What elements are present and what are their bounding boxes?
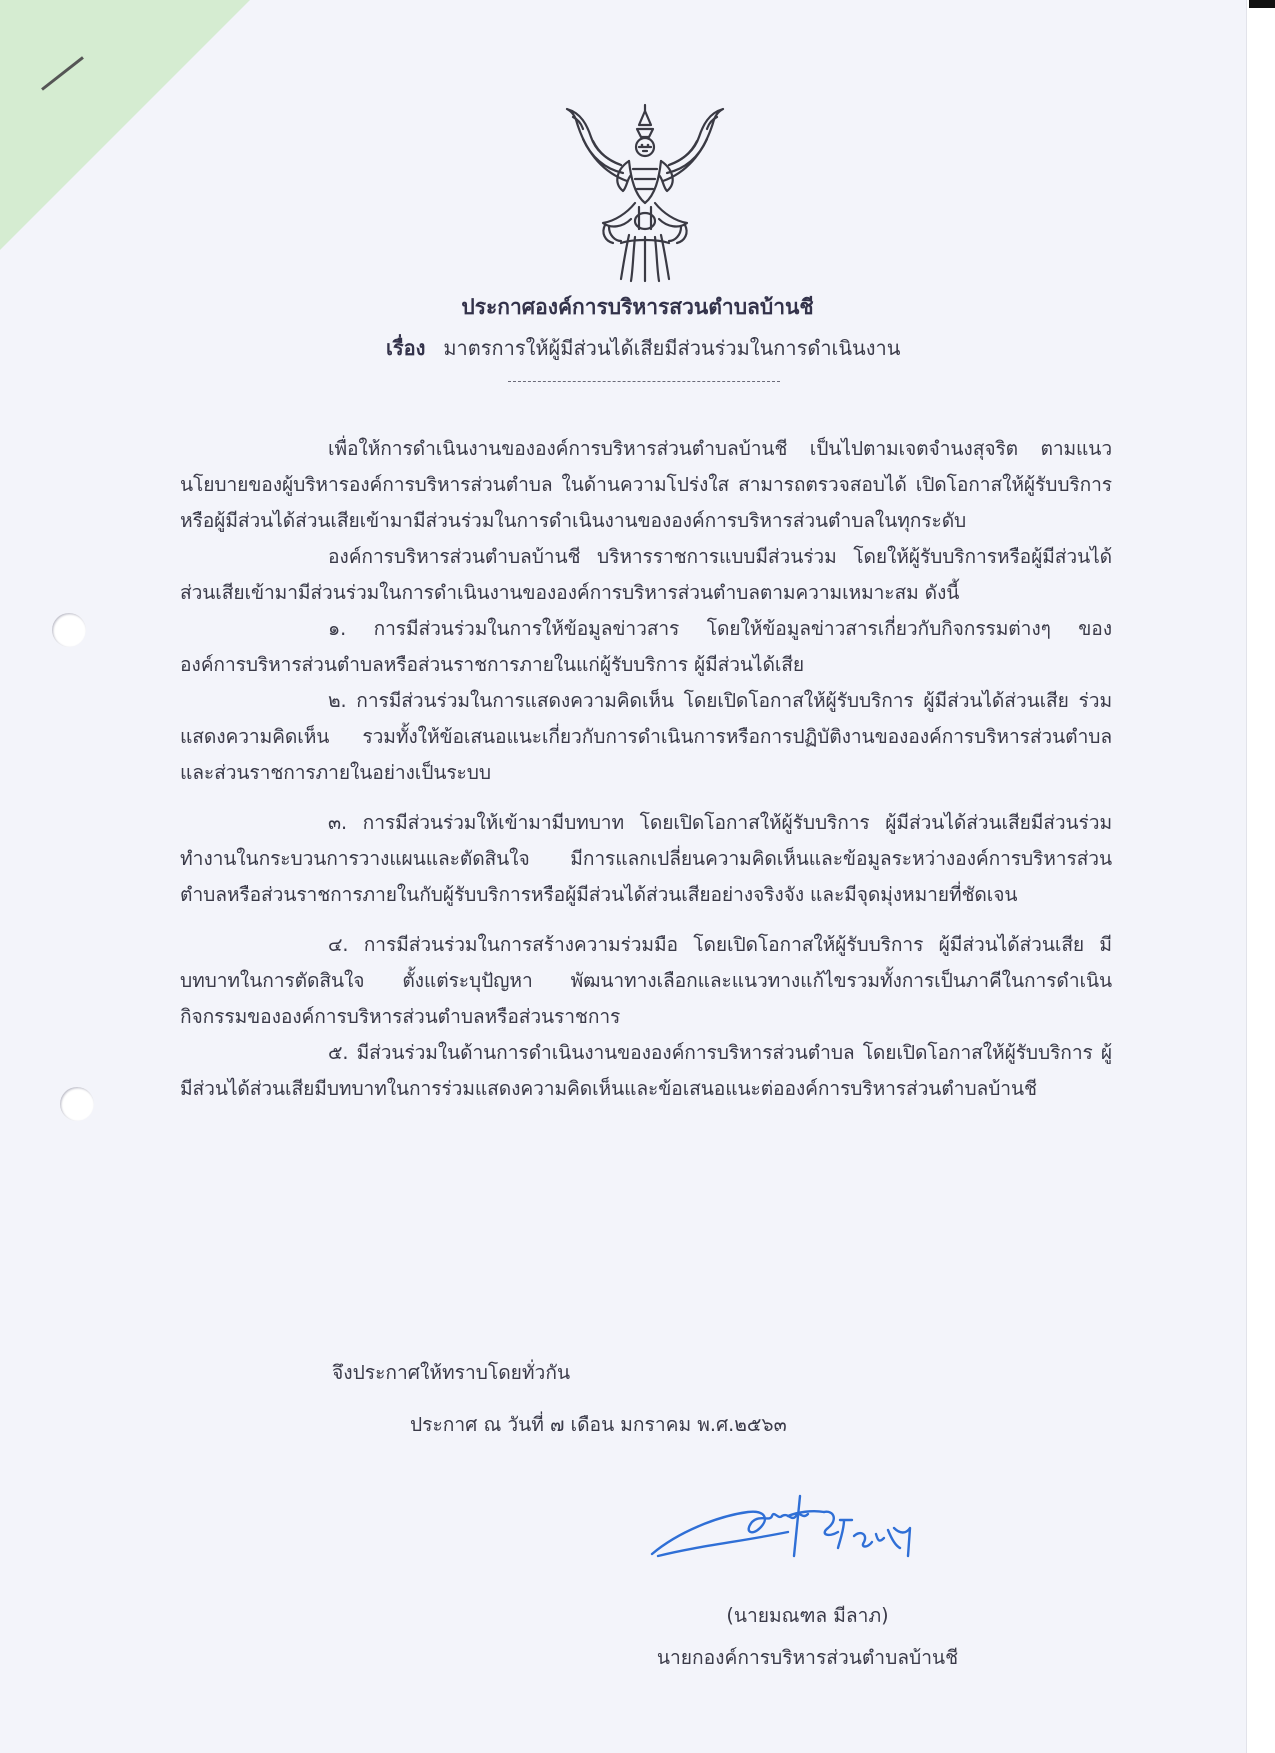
stapled-corner-paper [0,0,250,250]
subject-label: เรื่อง [386,336,426,360]
closing-statement: จึงประกาศให้ทราบโดยทั่วกัน [332,1361,571,1384]
announcement-title: ประกาศองค์การบริหารสวนตำบลบ้านชี [461,295,814,319]
measure-item-2: ๒. การมีส่วนร่วมในการแสดงความคิดเห็น โดยเปิดโอกาสให้ผู้รับบริการ ผู้มีส่วนได้ส่วนเสีย ร่วมแสดงความคิดเห็น รวมทั้งให้ข้อเสนอแนะเกี่ยวกับการดำเนินการหรือการปฏิบัติงานขององค์การบริหารส่วนตำบลและส่วนราชการภายในอย่างเป็นระบบ [180,689,1112,784]
paragraph-intro: เพื่อให้การดำเนินงานขององค์การบริหารส่วนตำบลบ้านชี เป็นไปตามเจตจำนงสุจริต ตามแนวนโยบายของผู้บริหารองค์การบริหารส่วนตำบล ในด้านความโปร่งใส สามารถตรวจสอบได้ เปิดโอกาสให้ผู้รับบริการ หรือผู้มีส่วนได้ส่วนเสียเข้ามามีส่วนร่วมในการดำเนินงานขององค์การบริหารส่วนตำบลในทุกระดับ [180,437,1112,532]
page-right-edge [1246,0,1275,1753]
announcement-subject [386,332,900,364]
signer-position: นายกองค์การบริหารส่วนตำบลบ้านชี [656,1646,959,1669]
signer-name: (นายมณฑล มีลาภ) [726,1604,889,1627]
punch-hole-top [52,613,86,647]
announcement-date: ประกาศ ณ วันที่ ๗ เดือน มกราคม พ.ศ.๒๕๖๓ [410,1413,787,1436]
announcement-body [180,431,1112,1107]
scan-edge-mark [1249,0,1275,8]
paragraph-participation: องค์การบริหารส่วนตำบลบ้านชี บริหารราชการแบบมีส่วนร่วม โดยให้ผู้รับบริการหรือผู้มีส่วนได้ส่วนเสียเข้ามามีส่วนร่วมในการดำเนินงานขององค์การบริหารส่วนตำบลตามความเหมาะสม ดังนี้ [180,545,1112,604]
handwritten-signature [648,1476,938,1572]
measure-item-5: ๕. มีส่วนร่วมในด้านการดำเนินงานขององค์การบริหารส่วนตำบล โดยเปิดโอกาสให้ผู้รับบริการ ผู้มีส่วนได้ส่วนเสียมีบทบาทในการร่วมแสดงความคิดเห็นและข้อเสนอแนะต่อองค์การบริหารส่วนตำบลบ้านชี [180,1041,1112,1100]
measure-item-4: ๔. การมีส่วนร่วมในการสร้างความร่วมมือ โดยเปิดโอกาสให้ผู้รับบริการ ผู้มีส่วนได้ส่วนเสีย มีบทบาทในการตัดสินใจ ตั้งแต่ระบุปัญหา พัฒนาทางเลือกและแนวทางแก้ไขรวมทั้งการเป็นภาคีในการดำเนินกิจกรรมขององค์การบริหารส่วนตำบลหรือส่วนราชการ [180,933,1112,1028]
measure-item-3: ๓. การมีส่วนร่วมให้เข้ามามีบทบาท โดยเปิดโอกาสให้ผู้รับบริการ ผู้มีส่วนได้ส่วนเสียมีส่วนร่วมทำงานในกระบวนการวางแผนและตัดสินใจ มีการแลกเปลี่ยนความคิดเห็นและข้อมูลระหว่างองค์การบริหารส่วนตำบลหรือส่วนราชการภายในกับผู้รับบริการหรือผู้มีส่วนได้ส่วนเสียอย่างจริงจัง และมีจุดมุ่งหมายที่ชัดเจน [180,811,1112,906]
subject-text: มาตรการให้ผู้มีส่วนได้เสียมีส่วนร่วมในการดำเนินงาน [443,336,901,360]
garuda-emblem-icon [565,103,725,283]
punch-hole-bottom [60,1087,94,1121]
measure-item-1: ๑. การมีส่วนร่วมในการให้ข้อมูลข่าวสาร โดยให้ข้อมูลข่าวสารเกี่ยวกับกิจกรรมต่างๆ ขององค์การบริหารส่วนตำบลหรือส่วนราชการภายในแก่ผู้รับบริการ ผู้มีส่วนได้เสีย [180,617,1112,676]
header-separator [508,381,780,382]
